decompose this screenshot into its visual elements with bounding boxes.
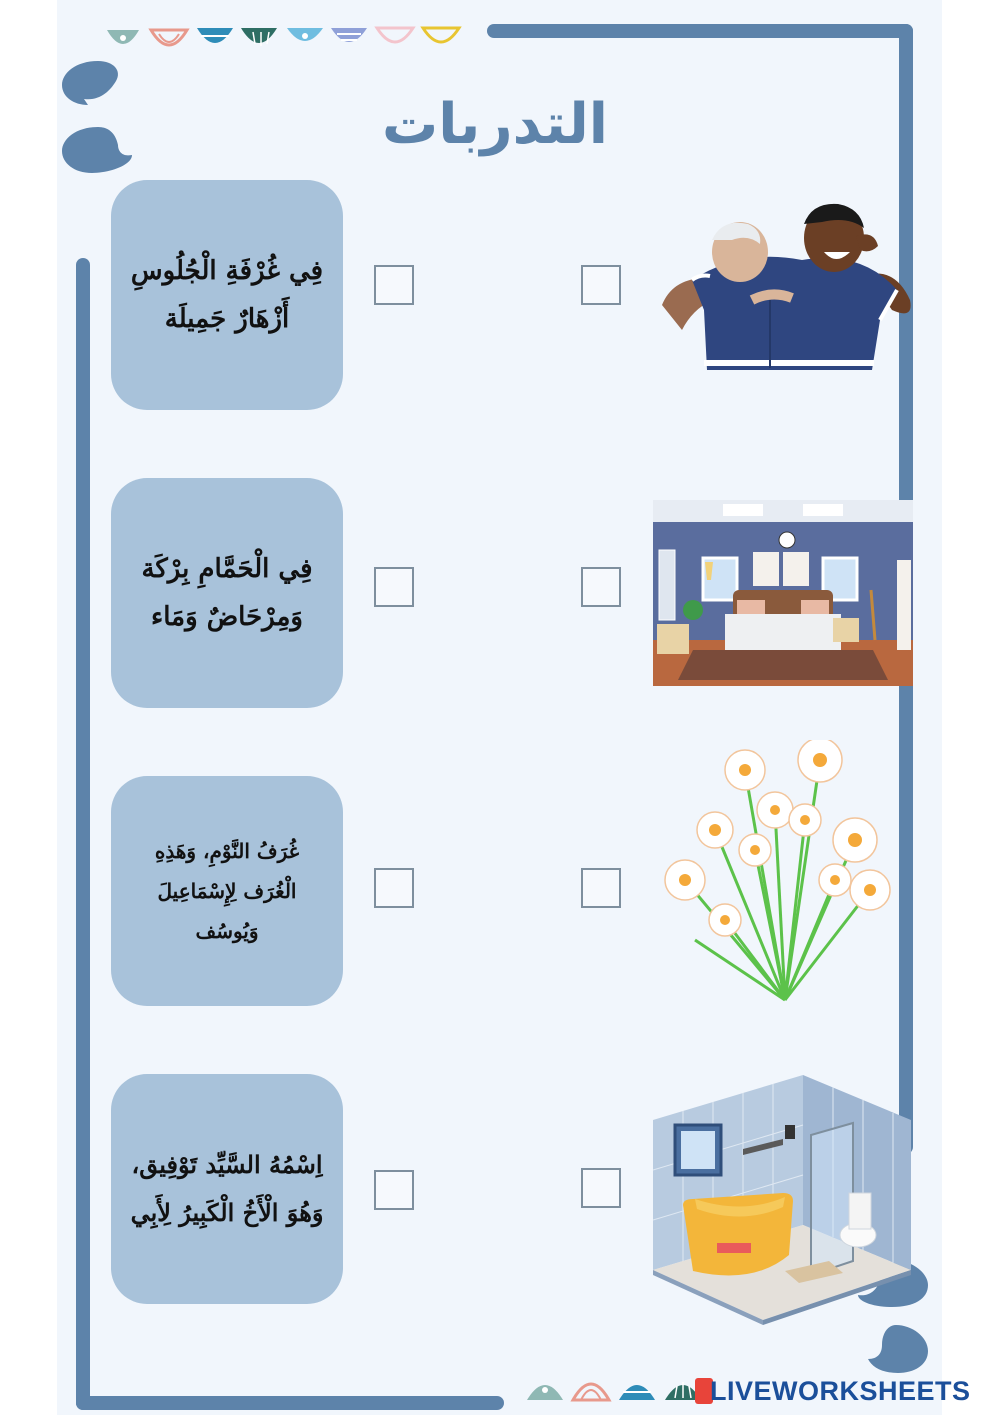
sentence-2-line-1: فِي الْحَمَّامِ بِرْكَة bbox=[141, 554, 313, 584]
sentence-card-1 bbox=[111, 180, 343, 410]
sentence-card-4 bbox=[111, 1074, 343, 1304]
sentence-2-line-2: وَمِرْحَاضٌ وَمَاء bbox=[151, 602, 303, 632]
picture-4-checkbox[interactable] bbox=[581, 1168, 621, 1208]
two-men-hugging-illustration-icon bbox=[652, 200, 917, 375]
sentence-1-checkbox[interactable] bbox=[374, 265, 414, 305]
quote-bubbles-icon bbox=[58, 55, 138, 185]
sentence-4-line-2: وَهُوَ الْأَخُ الْكَبِيرُ لِأَبِي bbox=[130, 1198, 324, 1227]
frame-border-bottom bbox=[76, 1396, 504, 1410]
liveworksheets-brand[interactable]: LIVEWORKSHEETS bbox=[710, 1376, 971, 1406]
decorative-bowls-icon bbox=[105, 22, 465, 56]
page-title: التدربات bbox=[382, 92, 608, 157]
sentence-1-line-1: فِي غُرْفَةِ الْجُلُوسِ bbox=[130, 256, 324, 286]
sentence-3-checkbox[interactable] bbox=[374, 868, 414, 908]
daisy-flowers-illustration-icon bbox=[655, 740, 895, 1010]
decorative-domes-icon bbox=[525, 1370, 705, 1404]
sentence-2-checkbox[interactable] bbox=[374, 567, 414, 607]
bathroom-illustration-icon bbox=[653, 1075, 911, 1325]
frame-border-top bbox=[487, 24, 913, 38]
sentence-1-line-2: أَزْهَارٌ جَمِيلَة bbox=[164, 304, 290, 334]
sentence-card-3 bbox=[111, 776, 343, 1006]
picture-1-checkbox[interactable] bbox=[581, 265, 621, 305]
sentence-card-2 bbox=[111, 478, 343, 708]
sentence-3-line-1: غُرَفُ النَّوْمِ، وَهَذِهِ bbox=[154, 839, 300, 863]
bedroom-illustration-icon bbox=[653, 500, 913, 686]
sentence-4-line-1: اِسْمُهُ السَّيِّد تَوْفِيق، bbox=[131, 1150, 323, 1179]
picture-2-checkbox[interactable] bbox=[581, 567, 621, 607]
sentence-4-checkbox[interactable] bbox=[374, 1170, 414, 1210]
sentence-3-line-2: الْغُرَف لِإِسْمَاعِيلَ وَيُوسُف bbox=[157, 879, 297, 943]
frame-border-left bbox=[76, 258, 90, 1410]
picture-3-checkbox[interactable] bbox=[581, 868, 621, 908]
